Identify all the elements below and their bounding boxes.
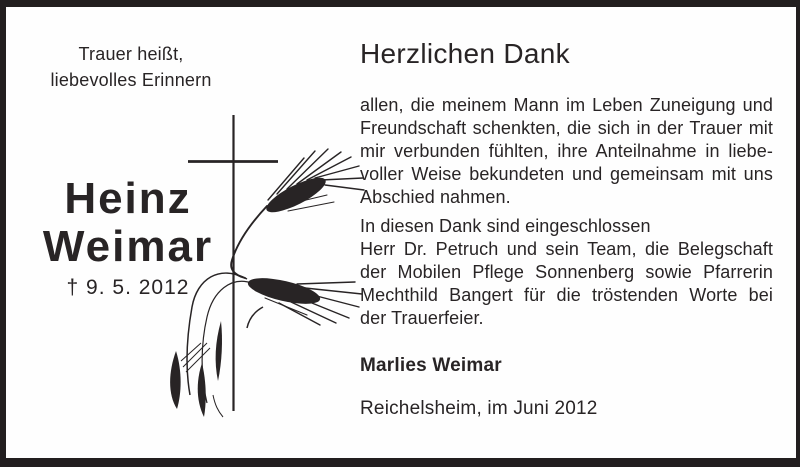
thanks-paragraph-1 bbox=[360, 94, 773, 209]
text-line: der Mobilen Pflege Sonnenberg sowie Pfarrerin bbox=[360, 262, 773, 282]
thanks-paragraph-2 bbox=[360, 215, 773, 330]
cross-and-wheat-illustration bbox=[155, 95, 370, 425]
text-line: Freundschaft schenkten, die sich in der Trauer mit bbox=[360, 118, 773, 138]
epigraph bbox=[25, 41, 237, 93]
cross-and-wheat-svg bbox=[155, 95, 370, 425]
epigraph-line-2: liebevolles Erinnern bbox=[50, 70, 212, 90]
text-line: mir verbunden fühlten, ihre Anteilnahme in liebe- bbox=[360, 141, 773, 161]
text-line: In diesen Dank sind eingeschlossen bbox=[360, 216, 651, 236]
obituary-notice-sheet bbox=[6, 7, 796, 458]
place-and-date: Reichelsheim, im Juni 2012 bbox=[360, 398, 598, 419]
text-line: Herr Dr. Petruch und sein Team, die Belegschaft bbox=[360, 239, 773, 259]
wheat-ear-lower-icon bbox=[246, 273, 362, 325]
deceased-first-name: Heinz bbox=[64, 174, 192, 223]
text-line: voller Weise bekundeten und gemeinsam mit uns bbox=[360, 164, 773, 184]
signature-name: Marlies Weimar bbox=[360, 355, 502, 376]
thanks-heading: Herzlichen Dank bbox=[360, 38, 570, 69]
text-line: Mechthild Bangert für die tröstenden Worte bei bbox=[360, 285, 773, 305]
epigraph-line-1: Trauer heißt, bbox=[78, 44, 184, 64]
death-date: † 9. 5. 2012 bbox=[66, 276, 190, 299]
deceased-last-name: Weimar bbox=[42, 222, 214, 271]
wheat-stems-and-leaves bbox=[170, 273, 263, 417]
wheat-ear-upper-icon bbox=[231, 149, 364, 278]
text-line: der Trauerfeier. bbox=[360, 308, 484, 328]
thanks-body bbox=[360, 94, 773, 330]
text-line: allen, die meinem Mann im Leben Zuneigung und bbox=[360, 95, 773, 115]
text-line: Abschied nahmen. bbox=[360, 187, 511, 207]
